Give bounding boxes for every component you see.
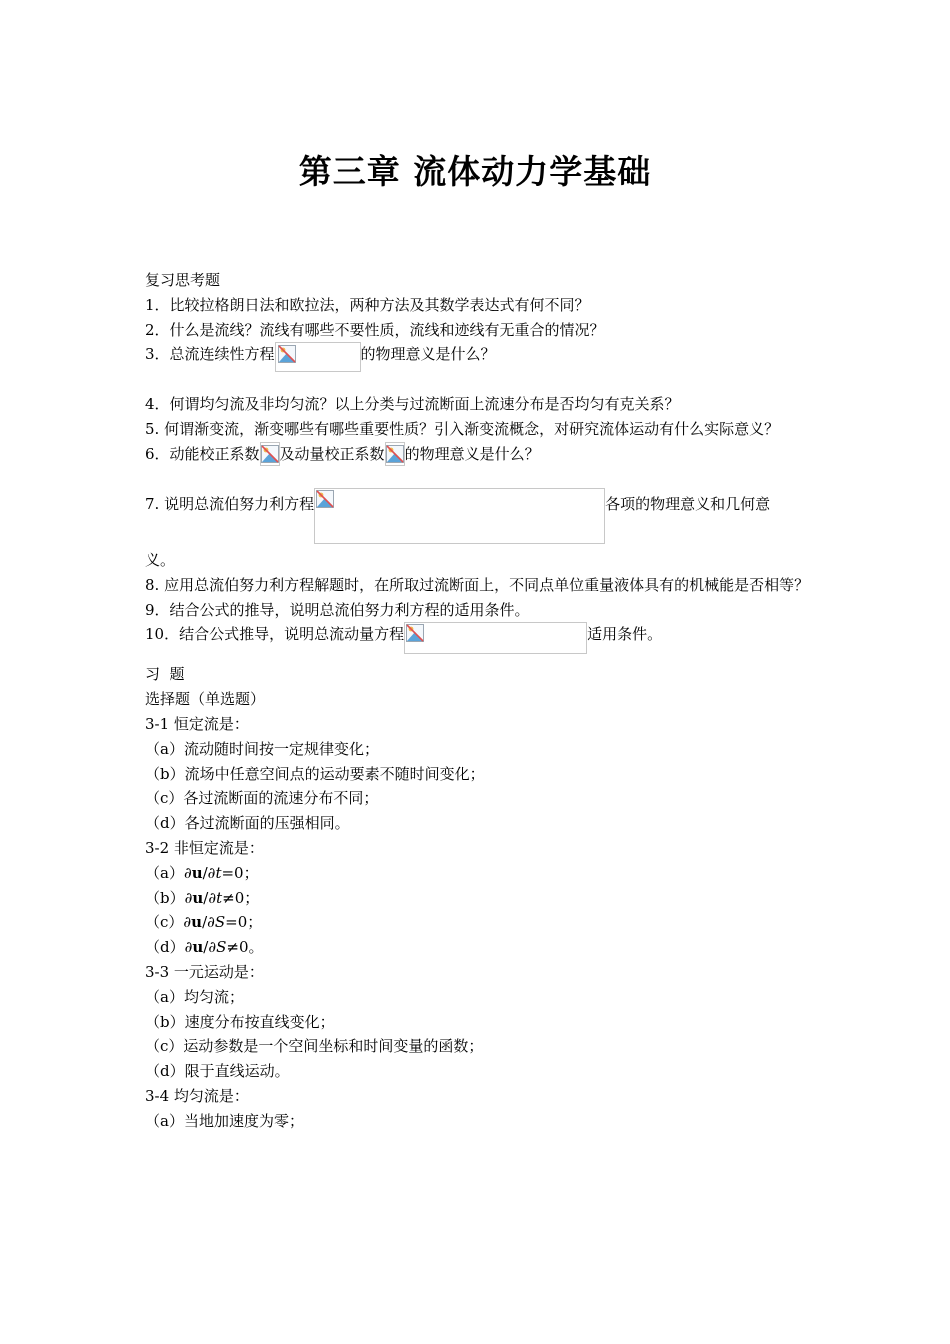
question-text: 的物理意义是什么？ (360, 345, 496, 364)
kinetic-correction-coefficient-image (260, 442, 280, 466)
option-label: （a） (145, 863, 184, 882)
exercise-3-3: 3-3 一元运动是： (145, 962, 264, 981)
time-symbol: t (215, 863, 222, 882)
option-a: （a）均匀流； (145, 987, 244, 1006)
option-b (145, 886, 810, 911)
review-question-8: 8. 应用总流伯努力利方程解题时，在所取过流断面上，不同点单位重量液体具有的机械能是否相等？ (145, 575, 810, 594)
question-text: 各项的物理意义和几何意 (605, 494, 771, 513)
review-question-2: 2．什么是流线？流线有哪些不要性质，流线和迹线有无重合的情况？ (145, 320, 605, 339)
question-text: 适用条件。 (587, 625, 663, 644)
review-question-6 (145, 442, 810, 488)
option-tail: ≠0； (222, 888, 260, 907)
chapter-title: 第三章 流体动力学基础 (298, 152, 652, 191)
option-d: （d）限于直线运动。 (145, 1062, 290, 1081)
review-question-9: 9．结合公式的推导，说明总流伯努力利方程的适用条件。 (145, 600, 530, 619)
option-b: （b）流场中任意空间点的运动要素不随时间变化； (145, 764, 485, 783)
exercises-subheading: 选择题（单选题） (145, 690, 266, 709)
partial-symbol: ∂ (183, 863, 192, 882)
exercise-3-4: 3-4 均匀流是： (145, 1086, 249, 1105)
option-b: （b）速度分布按直线变化； (145, 1012, 335, 1031)
option-tail: =0； (225, 913, 263, 932)
exercises-heading: 习 题 (145, 665, 185, 684)
broken-image-icon (386, 445, 404, 463)
option-label: （b） (145, 888, 185, 907)
velocity-symbol: u (191, 913, 203, 932)
option-c: （c）运动参数是一个空间坐标和时间变量的函数； (145, 1037, 484, 1056)
question-text: 6．动能校正系数 (145, 444, 260, 463)
review-question-3 (145, 342, 810, 392)
partial-symbol: /∂ (202, 863, 216, 882)
time-symbol: t (216, 888, 223, 907)
broken-image-icon (261, 445, 279, 463)
review-heading: 复习思考题 (145, 271, 221, 289)
space-symbol: S (214, 913, 226, 932)
option-c (145, 910, 810, 935)
review-question-5: 5. 何谓渐变流，渐变哪些有哪些重要性质？引入渐变流概念，对研究流体运动有什么实际意义？ (145, 420, 780, 439)
partial-symbol: /∂ (202, 913, 215, 932)
velocity-symbol: u (192, 938, 204, 957)
partial-symbol: ∂ (184, 888, 193, 907)
continuity-equation-image (275, 342, 361, 372)
question-text: 的物理意义是什么？ (404, 444, 540, 463)
review-question-1: 1．比较拉格朗日法和欧拉法，两种方法及其数学表达式有何不同？ (145, 295, 590, 314)
exercise-3-2: 3-2 非恒定流是： (145, 838, 264, 857)
broken-image-icon (406, 624, 424, 642)
review-question-7-continued: 义。 (145, 550, 176, 569)
option-a (145, 861, 810, 886)
partial-symbol: ∂ (184, 938, 193, 957)
bernoulli-equation-image (314, 488, 605, 544)
option-label: （c） (145, 913, 184, 932)
partial-symbol: ∂ (183, 913, 192, 932)
option-a: （a）流动随时间按一定规律变化； (145, 739, 379, 758)
review-question-10 (145, 622, 810, 662)
space-symbol: S (216, 938, 227, 957)
partial-symbol: /∂ (203, 938, 217, 957)
option-d (145, 935, 810, 960)
option-d: （d）各过流断面的压强相同。 (145, 814, 350, 833)
option-a: （a）当地加速度为零； (145, 1111, 304, 1130)
question-text: 7. 说明总流伯努力利方程 (145, 494, 315, 513)
option-tail: =0； (221, 863, 259, 882)
broken-image-icon (278, 345, 296, 363)
option-label: （d） (145, 938, 185, 957)
momentum-correction-coefficient-image (385, 442, 405, 466)
option-c: （c）各过流断面的流速分布不同； (145, 789, 379, 808)
exercise-3-1: 3-1 恒定流是： (145, 714, 249, 733)
velocity-symbol: u (192, 888, 204, 907)
question-text: 及动量校正系数 (279, 444, 385, 463)
velocity-symbol: u (191, 863, 203, 882)
partial-symbol: /∂ (203, 888, 217, 907)
option-tail: ≠0。 (226, 938, 264, 957)
momentum-equation-image (404, 622, 587, 654)
document-body (145, 268, 810, 1134)
broken-image-icon (316, 490, 334, 508)
question-text: 3．总流连续性方程 (145, 345, 275, 364)
review-question-4: 4．何谓均匀流及非均匀流？以上分类与过流断面上流速分布是否均匀有克关系？ (145, 395, 680, 414)
question-text: 10．结合公式推导，说明总流动量方程 (145, 625, 405, 644)
review-question-7 (145, 488, 810, 548)
